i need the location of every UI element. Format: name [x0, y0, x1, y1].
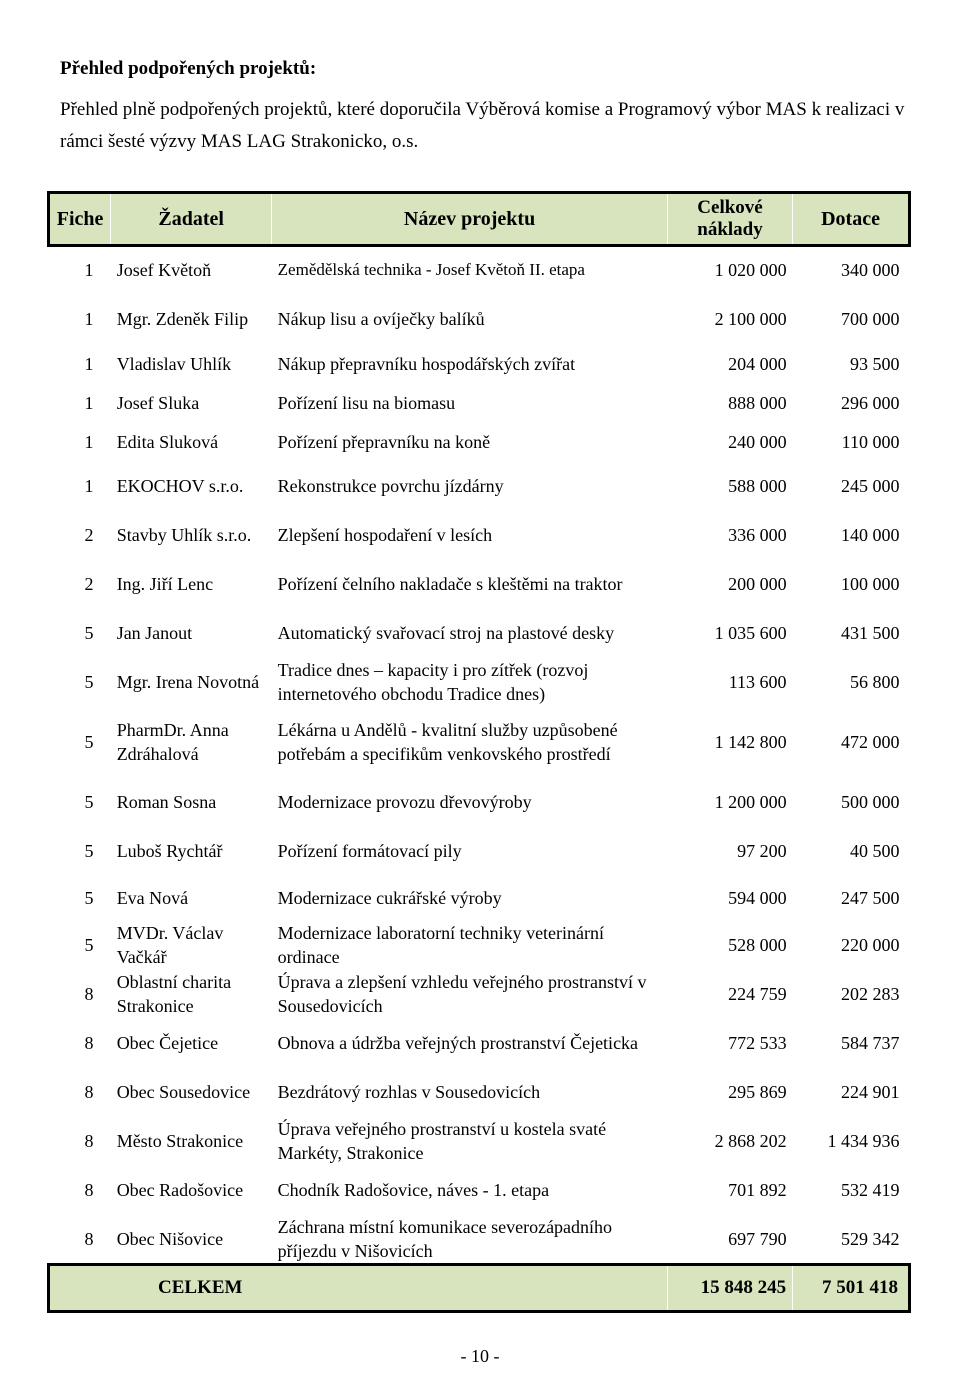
cell-naklady: 295 869 — [728, 1082, 787, 1102]
page-number: - 10 - — [460, 1346, 500, 1366]
cell-fiche: 5 — [84, 840, 94, 861]
header-zadatel: Žadatel — [111, 193, 272, 246]
cell-naklady: 772 533 — [728, 1033, 787, 1053]
cell-projekt: Bezdrátový rozhlas v Sousedovicích — [277, 1082, 541, 1102]
cell-dotace: 431 500 — [841, 623, 900, 643]
total-naklady: 15 848 245 — [667, 1264, 792, 1311]
cell-naklady: 2 868 202 — [714, 1131, 787, 1151]
cell-zadatel: Edita Sluková — [116, 432, 219, 452]
cell-zadatel: Obec Čejetice — [116, 1033, 219, 1053]
cell-naklady: 888 000 — [728, 393, 787, 413]
table-row — [49, 609, 910, 658]
cell-naklady: 528 000 — [728, 935, 787, 955]
table-row — [49, 560, 910, 609]
header-nazev-projektu: Název projektu — [272, 193, 668, 246]
cell-zadatel: Obec Nišovice — [116, 1228, 224, 1249]
cell-zadatel: Roman Sosna — [116, 791, 217, 812]
header-dotace: Dotace — [793, 193, 910, 246]
cell-projekt: Automatický svařovací stroj na plastové desky — [277, 623, 615, 643]
table-row — [49, 658, 910, 707]
table-row — [49, 423, 910, 462]
cell-fiche: 1 — [84, 393, 94, 413]
cell-fiche: 5 — [84, 623, 94, 643]
cell-projekt: Zlepšení hospodaření v lesích — [277, 525, 493, 545]
cell-naklady: 200 000 — [728, 574, 787, 594]
cell-projekt: Pořízení přepravníku na koně — [277, 432, 491, 452]
cell-projekt: Lékárna u Andělů - kvalitní služby uzpůsobené potřebám a specifikům venkovského prostředí — [277, 719, 618, 764]
cell-projekt: Rekonstrukce povrchu jízdárny — [277, 476, 504, 496]
cell-fiche: 1 — [84, 308, 94, 329]
cell-dotace: 202 283 — [841, 984, 900, 1004]
cell-naklady: 2 100 000 — [714, 308, 787, 329]
cell-dotace: 340 000 — [841, 260, 900, 281]
cell-fiche: 8 — [84, 1228, 94, 1249]
cell-dotace: 93 500 — [850, 353, 900, 374]
cell-naklady: 1 142 800 — [714, 731, 787, 752]
cell-zadatel: EKOCHOV s.r.o. — [116, 476, 244, 496]
cell-fiche: 2 — [84, 525, 94, 545]
header-celkove-line1: Celkové — [697, 197, 763, 218]
cell-fiche: 5 — [84, 731, 94, 752]
cell-projekt: Obnova a údržba veřejných prostranství Čejeticka — [277, 1033, 639, 1053]
cell-naklady: 113 600 — [728, 672, 787, 692]
cell-dotace: 532 419 — [841, 1180, 900, 1200]
cell-projekt: Chodník Radošovice, náves - 1. etapa — [277, 1180, 550, 1200]
table-row — [49, 707, 910, 777]
cell-dotace: 584 737 — [841, 1033, 900, 1053]
cell-zadatel: Město Strakonice — [116, 1131, 244, 1151]
intro-paragraph: Přehled plně podpořených projektů, které doporučila Výběrová komise a Programový výbor MAS k realizaci v rámci šesté výzvy MAS LAG Strakonicko, o.s. — [60, 99, 905, 152]
table-row — [49, 1215, 910, 1265]
cell-zadatel: Jan Janout — [116, 623, 193, 643]
section-heading: Přehled podpořených projektů: — [60, 58, 317, 79]
table-row — [49, 511, 910, 560]
cell-zadatel: Oblastní charita Strakonice — [116, 972, 232, 1016]
cell-naklady: 97 200 — [737, 840, 787, 861]
table-row — [49, 294, 910, 344]
cell-zadatel: Luboš Rychtář — [116, 840, 223, 861]
cell-naklady: 1 200 000 — [714, 791, 787, 812]
cell-dotace: 529 342 — [841, 1228, 900, 1249]
total-label: CELKEM — [49, 1264, 668, 1311]
cell-projekt: Nákup lisu a ovíječky balíků — [277, 308, 485, 329]
cell-naklady: 240 000 — [728, 432, 787, 452]
table-row — [49, 1117, 910, 1166]
cell-dotace: 472 000 — [841, 731, 900, 752]
cell-naklady: 1 035 600 — [714, 623, 787, 643]
cell-projekt: Pořízení formátovací pily — [277, 840, 462, 861]
cell-fiche: 2 — [84, 574, 94, 594]
cell-projekt: Pořízení lisu na biomasu — [277, 393, 456, 413]
cell-dotace: 56 800 — [850, 672, 900, 692]
cell-naklady: 697 790 — [728, 1228, 787, 1249]
table-row — [49, 344, 910, 384]
cell-naklady: 588 000 — [728, 476, 787, 496]
cell-zadatel: Obec Sousedovice — [116, 1082, 251, 1102]
table-body — [49, 246, 910, 1265]
table-row — [49, 1019, 910, 1068]
cell-fiche: 8 — [84, 1033, 94, 1053]
cell-fiche: 8 — [84, 1180, 94, 1200]
table-row — [49, 875, 910, 921]
cell-naklady: 336 000 — [728, 525, 787, 545]
cell-naklady: 204 000 — [728, 353, 787, 374]
cell-projekt: Zemědělská technika - Josef Květoň II. etapa — [277, 260, 585, 280]
cell-projekt: Modernizace cukrářské výroby — [277, 887, 502, 908]
cell-zadatel: Mgr. Zdeněk Filip — [116, 308, 249, 329]
cell-projekt: Úprava veřejného prostranství u kostela svaté Markéty, Strakonice — [277, 1119, 607, 1163]
table-row — [49, 1166, 910, 1215]
cell-fiche: 1 — [84, 353, 94, 374]
cell-dotace: 247 500 — [841, 887, 900, 908]
cell-projekt: Záchrana místní komunikace severozápadního příjezdu v Nišovicích — [277, 1216, 613, 1261]
cell-dotace: 110 000 — [841, 432, 900, 452]
total-dotace: 7 501 418 — [793, 1264, 910, 1311]
cell-zadatel: Vladislav Uhlík — [116, 353, 232, 374]
cell-dotace: 296 000 — [841, 393, 900, 413]
cell-naklady: 594 000 — [728, 887, 787, 908]
cell-zadatel: Josef Sluka — [116, 393, 200, 413]
table-row — [49, 384, 910, 423]
cell-fiche: 8 — [84, 1131, 94, 1151]
cell-dotace: 140 000 — [841, 525, 900, 545]
cell-naklady: 224 759 — [728, 984, 787, 1004]
cell-zadatel: Ing. Jiří Lenc — [116, 574, 214, 594]
cell-projekt: Nákup přepravníku hospodářských zvířat — [277, 353, 576, 374]
table-row — [49, 970, 910, 1019]
cell-fiche: 8 — [84, 984, 94, 1004]
table-row — [49, 246, 910, 294]
cell-projekt: Úprava a zlepšení vzhledu veřejného prostranství v Sousedovicích — [277, 972, 647, 1016]
cell-fiche: 1 — [84, 476, 94, 496]
cell-projekt: Modernizace provozu dřevovýroby — [277, 791, 532, 812]
header-fiche: Fiche — [49, 193, 111, 246]
cell-naklady: 1 020 000 — [714, 260, 787, 281]
cell-zadatel: PharmDr. Anna Zdráhalová — [116, 719, 229, 764]
header-celkove-line2: náklady — [697, 219, 763, 240]
table-row — [49, 462, 910, 511]
cell-fiche: 5 — [84, 935, 94, 955]
cell-zadatel: Stavby Uhlík s.r.o. — [116, 525, 252, 545]
cell-fiche: 8 — [84, 1082, 94, 1102]
total-row — [49, 1264, 910, 1311]
cell-zadatel: Mgr. Irena Novotná — [116, 672, 260, 692]
table-row — [49, 921, 910, 970]
cell-zadatel: Obec Radošovice — [116, 1180, 244, 1200]
cell-dotace: 220 000 — [841, 935, 900, 955]
cell-fiche: 5 — [84, 672, 94, 692]
cell-dotace: 245 000 — [841, 476, 900, 496]
cell-zadatel: Josef Květoň — [116, 260, 212, 281]
cell-dotace: 40 500 — [850, 840, 900, 861]
cell-zadatel: MVDr. Václav Vačkář — [116, 923, 224, 967]
table-header-row — [49, 193, 910, 246]
table-row — [49, 777, 910, 827]
cell-fiche: 1 — [84, 432, 94, 452]
cell-fiche: 1 — [84, 260, 94, 281]
cell-dotace: 700 000 — [841, 308, 900, 329]
cell-fiche: 5 — [84, 887, 94, 908]
cell-projekt: Pořízení čelního nakladače s kleštěmi na traktor — [277, 574, 623, 594]
cell-dotace: 100 000 — [841, 574, 900, 594]
cell-projekt: Modernizace laboratorní techniky veterinární ordinace — [277, 923, 605, 967]
cell-dotace: 1 434 936 — [827, 1131, 900, 1151]
cell-dotace: 500 000 — [841, 791, 900, 812]
cell-projekt: Tradice dnes – kapacity i pro zítřek (rozvoj internetového obchodu Tradice dnes) — [277, 660, 589, 704]
cell-zadatel: Eva Nová — [116, 887, 189, 908]
projects-table — [47, 191, 911, 1313]
header-celkove-naklady — [667, 193, 792, 246]
cell-naklady: 701 892 — [728, 1180, 787, 1200]
cell-dotace: 224 901 — [841, 1082, 900, 1102]
table-row — [49, 827, 910, 875]
table-row — [49, 1068, 910, 1117]
cell-fiche: 5 — [84, 791, 94, 812]
